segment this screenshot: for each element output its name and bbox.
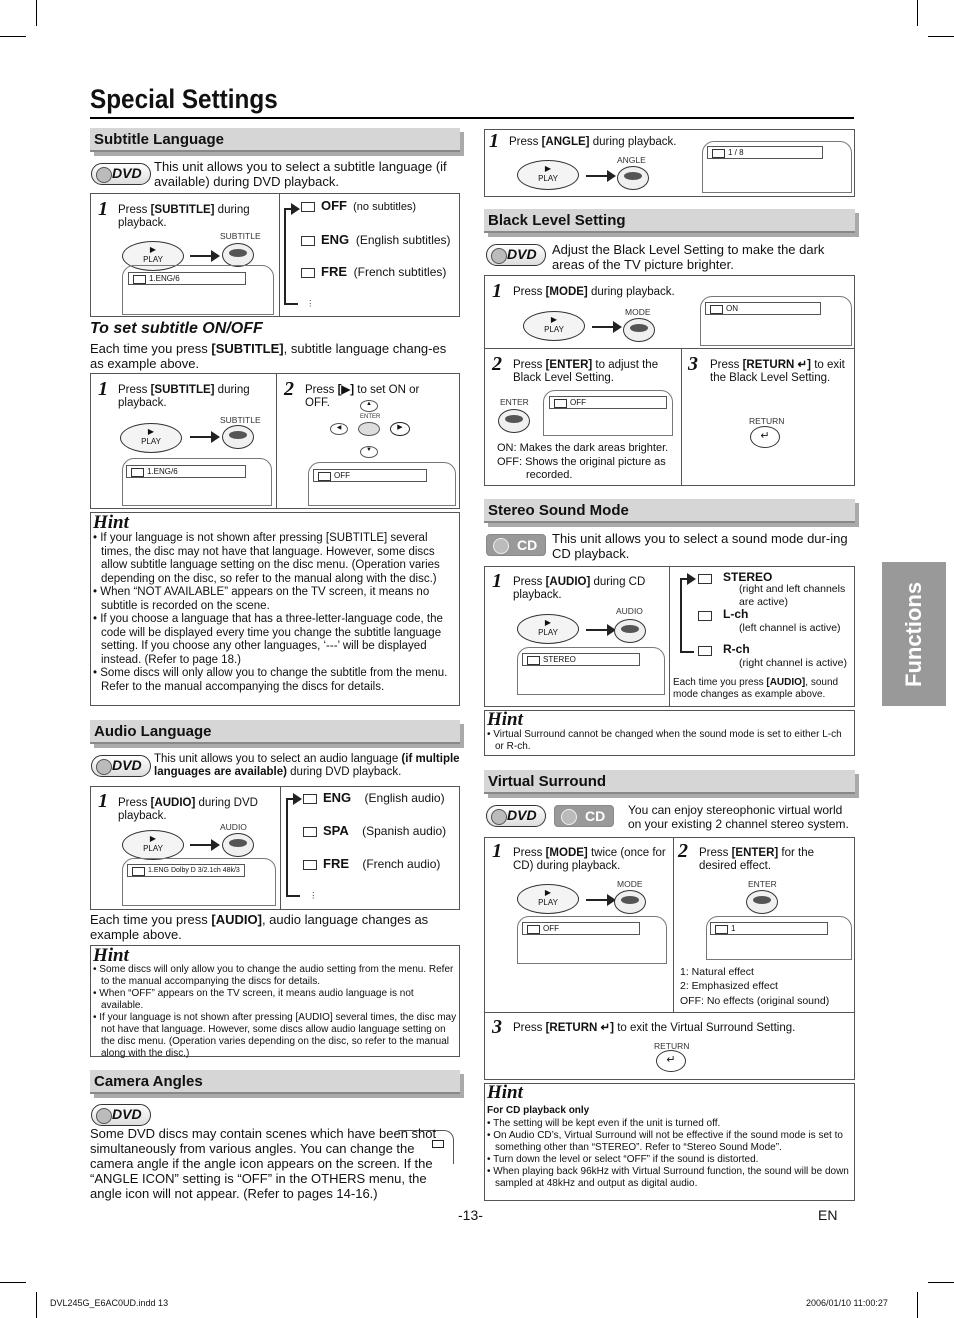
audio-button[interactable]	[222, 833, 254, 857]
cycle-line	[680, 651, 694, 653]
option-row: ENG (English audio)	[323, 790, 445, 805]
cycle-line	[680, 578, 682, 652]
stereo-section-heading: Stereo Sound Mode	[484, 499, 855, 523]
option-row: ENG (English subtitles)	[321, 232, 451, 247]
option-row: OFF (no subtitles)	[321, 198, 417, 213]
option-code: R-ch	[723, 642, 750, 656]
hint-title: Hint	[487, 1082, 523, 1103]
play-button[interactable]: ▶ PLAY	[517, 884, 579, 914]
divider	[276, 373, 277, 509]
hint-item: • When “OFF” appears on the TV screen, it means audio language is not available.	[93, 988, 457, 1012]
step-text: Press [AUDIO] during CD playback.	[513, 576, 646, 601]
arrow-icon	[592, 326, 620, 328]
audio-icon	[303, 860, 317, 870]
subtitle-button[interactable]	[222, 425, 254, 449]
cd-logo: CD	[554, 805, 614, 827]
return-button[interactable]: ↵	[656, 1050, 686, 1072]
onoff-text: Each time you press [SUBTITLE], subtitle language chang-es as example above.	[90, 341, 447, 371]
audio-icon	[698, 611, 712, 621]
right-icon[interactable]: ▶	[390, 422, 410, 436]
step-text: Press [▶] to set ON or OFF.	[305, 384, 420, 409]
subtitle-icon	[301, 236, 315, 246]
hint-item: • Virtual Surround cannot be changed when the sound mode is set to either L-ch or R-ch.	[487, 729, 851, 753]
hint-item: • When playing back 96kHz with Virtual Surround function, the sound will be down sampled at 48kHz and output as digital audio.	[487, 1166, 851, 1190]
subtitle-section-heading: Subtitle Language	[90, 128, 460, 152]
camera-text: Some DVD discs may contain scenes which have been shot simultaneously from various angles. You can change the camera angle if the angle icon appears on the screen. If the “ANGLE ICON” setting is “OFF” in the OTHERS menu, the angle icon will not appear. (Refer to pages 14-16.)	[90, 1126, 437, 1201]
step-text: Press [ANGLE] during playback.	[509, 136, 677, 148]
step-text: Press [SUBTITLE] during playback.	[118, 204, 250, 229]
arrow-icon	[680, 578, 694, 580]
button-label: AUDIO	[616, 606, 643, 616]
osd-display: 1 / 8	[707, 146, 823, 159]
step-number: 3	[492, 1016, 502, 1038]
hint-list	[93, 532, 457, 694]
more-indicator: ⋮	[309, 890, 318, 900]
arrow-icon	[586, 629, 614, 631]
osd-display: 1.ENG/6	[128, 272, 246, 285]
hint-subtitle: For CD playback only	[487, 1105, 590, 1116]
hint-list	[487, 729, 851, 753]
osd-display: 1.ENG Dolby D 3/2.1ch 48k/3	[127, 864, 245, 877]
step-text: Press [MODE] during playback.	[513, 286, 675, 298]
audio-icon	[698, 646, 712, 656]
divider	[484, 348, 855, 349]
hint-list	[93, 964, 457, 1060]
button-label: ENTER	[748, 879, 777, 889]
title-rule	[90, 117, 854, 119]
audio-icon	[303, 827, 317, 837]
up-icon[interactable]: ▲	[360, 400, 378, 412]
crop-mark	[928, 36, 954, 37]
hint-item: • On Audio CD’s, Virtual Surround will not be effective if the sound mode is set to something other than “STEREO”. Refer to “Stereo Sound Mode”.	[487, 1130, 851, 1154]
cycle-line	[284, 303, 298, 305]
cursor-pad[interactable]	[330, 400, 410, 462]
hint-item: • Turn down the level or select “OFF” if the sound is distorted.	[487, 1154, 851, 1166]
option-desc: (right and left channels are active)	[739, 583, 846, 608]
onoff-heading: To set subtitle ON/OFF	[90, 320, 263, 337]
osd-display: 1.ENG/6	[126, 465, 246, 478]
button-label: MODE	[625, 307, 651, 317]
functions-tab-label: Functions	[901, 581, 926, 687]
button-label: AUDIO	[220, 822, 247, 832]
osd-display: OFF	[313, 469, 427, 482]
option-row: SPA (Spanish audio)	[323, 823, 447, 838]
page-title: Special Settings	[90, 84, 278, 114]
audio-icon	[303, 794, 317, 804]
crop-mark	[928, 1282, 954, 1283]
hint-item: • Some discs will only allow you to change the audio setting from the menu. Refer to the manual accompanying the discs for details.	[93, 964, 457, 988]
button-label: SUBTITLE	[220, 415, 261, 425]
osd-display: 1	[710, 922, 828, 935]
audio-intro: This unit allows you to select an audio language (if multiple languages are available) during DVD playback.	[154, 753, 460, 778]
dvd-logo: DVD	[486, 244, 546, 266]
button-label: RETURN	[749, 416, 785, 426]
divider	[280, 786, 281, 910]
step-text: Press [MODE] twice (once for CD) during playback.	[513, 847, 666, 872]
step-number: 1	[492, 840, 502, 862]
step-number: 1	[98, 790, 108, 812]
arrow-icon	[284, 208, 298, 210]
option-code: STEREO	[723, 570, 773, 584]
divider	[669, 566, 670, 707]
arrow-icon	[190, 255, 218, 257]
arrow-icon	[190, 844, 218, 846]
step-number: 1	[98, 198, 108, 220]
hint-item: • If you choose a language that has a three-letter-language code, the code will be displayed every time you change the subtitle language setting. If you choose any other languages, ‘---’ will be displayed instead. (Refer to page 18.)	[93, 613, 457, 667]
dvd-logo: DVD	[91, 163, 151, 185]
step-text: Press [SUBTITLE] during playback.	[118, 384, 250, 409]
divider	[673, 837, 674, 1013]
step-text: Press [RETURN ↵] to exit the Virtual Surround Setting.	[513, 1022, 796, 1034]
subtitle-button[interactable]	[222, 243, 254, 267]
arrow-icon	[586, 899, 614, 901]
surround-section-heading: Virtual Surround	[484, 770, 855, 794]
play-button[interactable]: ▶ PLAY	[122, 241, 184, 271]
hint-list	[487, 1118, 851, 1190]
step-number: 2	[284, 378, 294, 400]
step-text: Press [AUDIO] during DVD playback.	[118, 797, 258, 822]
button-label: RETURN	[654, 1041, 690, 1051]
play-button[interactable]: ▶ PLAY	[523, 311, 585, 341]
effect-item: 1: Natural effect	[680, 966, 754, 978]
return-button[interactable]: ↵	[750, 426, 780, 448]
camera-section-heading: Camera Angles	[90, 1070, 460, 1094]
enter-button[interactable]	[358, 422, 380, 436]
step-number: 2	[678, 840, 688, 862]
osd-display: OFF	[522, 922, 640, 935]
off-note: OFF: Shows the original picture as recorded.	[497, 456, 666, 481]
audio-icon	[698, 574, 712, 584]
step-number: 1	[492, 570, 502, 592]
hint-title: Hint	[93, 945, 129, 966]
crop-mark	[917, 1292, 918, 1318]
left-icon[interactable]: ◀	[330, 423, 348, 435]
divider	[279, 193, 280, 317]
button-label: ENTER	[500, 397, 529, 407]
divider	[484, 1012, 855, 1013]
step-number: 3	[688, 353, 698, 375]
arrow-icon	[286, 798, 300, 800]
step-text: Press [RETURN ↵] to exit the Black Level Setting.	[710, 359, 845, 384]
footer-date: 2006/01/10 11:00:27	[806, 1298, 888, 1308]
step-number: 1	[492, 280, 502, 302]
osd-display: STEREO	[522, 653, 640, 666]
step-number: 1	[489, 130, 499, 152]
subtitle-intro: This unit allows you to select a subtitle language (if available) during DVD playback.	[154, 159, 447, 189]
hint-item: • Some discs will only allow you to change the subtitle from the menu. Refer to the manual accompanying the discs for details.	[93, 667, 457, 694]
effect-item: 2: Emphasized effect	[680, 980, 778, 992]
option-code: L-ch	[723, 607, 749, 621]
subtitle-icon	[301, 202, 315, 212]
play-button[interactable]: ▶ PLAY	[122, 830, 184, 860]
audio-section-heading: Audio Language	[90, 720, 460, 744]
language-label: EN	[818, 1207, 838, 1223]
more-indicator: ⋮	[306, 298, 315, 308]
step-number: 2	[492, 353, 502, 375]
hint-title: Hint	[93, 512, 129, 533]
osd-display: OFF	[549, 396, 667, 409]
step-number: 1	[98, 378, 108, 400]
cd-logo: CD	[486, 534, 546, 556]
crop-mark	[0, 1282, 26, 1283]
down-icon[interactable]: ▼	[360, 446, 378, 458]
hint-item: • The setting will be kept even if the unit is turned off.	[487, 1118, 851, 1130]
hint-item: • If your language is not shown after pressing [AUDIO] several times, the disc may not have that language. However, some discs allow audio language setting on the disc menu. (Operation varies depending on the disc, so refer to the manual along with the disc.)	[93, 1012, 457, 1060]
audio-note: Each time you press [AUDIO], audio language changes as example above.	[90, 912, 429, 942]
divider	[681, 348, 682, 486]
cycle-line	[284, 208, 286, 304]
osd-display: ON	[705, 302, 821, 315]
play-button[interactable]: ▶ PLAY	[517, 160, 579, 190]
hint-item: • If your language is not shown after pressing [SUBTITLE] several times, the disc may not have that language. However, some discs allow subtitle language setting on the disc menu. (Operation varies depending on the disc, so refer to the manual along with the disc.)	[93, 532, 457, 586]
cycle-line	[286, 798, 288, 896]
page-number: -13-	[458, 1207, 483, 1223]
option-row: FRE (French audio)	[323, 856, 441, 871]
button-label: ANGLE	[617, 155, 646, 165]
enter-label: ENTER	[360, 414, 381, 420]
crop-mark	[36, 1292, 37, 1318]
mode-button[interactable]	[614, 890, 646, 914]
enter-button[interactable]	[746, 890, 778, 914]
angle-button[interactable]	[617, 166, 649, 190]
dvd-logo: DVD	[91, 1104, 151, 1126]
subtitle-icon	[301, 268, 315, 278]
stereo-note: Each time you press [AUDIO], sound mode changes as example above.	[673, 677, 839, 700]
hint-item: • When “NOT AVAILABLE” appears on the TV screen, it means no subtitle is recorded on the scene.	[93, 586, 457, 613]
hint-title: Hint	[487, 709, 523, 730]
arrow-icon	[586, 175, 614, 177]
surround-intro: You can enjoy stereophonic virtual world on your existing 2 channel stereo system.	[628, 803, 849, 831]
on-note: ON: Makes the dark areas brighter.	[497, 442, 669, 454]
crop-mark	[917, 0, 918, 26]
enter-button[interactable]	[498, 409, 530, 433]
dvd-logo: DVD	[91, 755, 151, 777]
play-button[interactable]: ▶ PLAY	[517, 614, 579, 644]
cycle-line	[286, 895, 300, 897]
dvd-logo: DVD	[486, 805, 546, 827]
option-row: FRE (French subtitles)	[321, 264, 447, 279]
footer-file: DVL245G_E6AC0UD.indd 13	[50, 1298, 169, 1308]
option-desc: (right channel is active)	[739, 657, 847, 669]
crop-mark	[0, 36, 26, 37]
option-desc: (left channel is active)	[739, 622, 841, 634]
crop-mark	[36, 0, 37, 26]
button-label: MODE	[617, 879, 643, 889]
black-intro: Adjust the Black Level Setting to make the dark areas of the TV picture brighter.	[552, 242, 825, 272]
black-level-section-heading: Black Level Setting	[484, 209, 855, 233]
stereo-intro: This unit allows you to select a sound mode dur-ing CD playback.	[552, 531, 848, 561]
mode-button[interactable]	[623, 318, 655, 342]
button-label: SUBTITLE	[220, 231, 261, 241]
step-text: Press [ENTER] for the desired effect.	[699, 847, 815, 872]
arrow-icon	[190, 436, 218, 438]
play-button[interactable]: ▶ PLAY	[120, 423, 182, 453]
effect-item: OFF: No effects (original sound)	[680, 995, 830, 1007]
step-text: Press [ENTER] to adjust the Black Level Setting.	[513, 359, 659, 384]
audio-button[interactable]	[614, 619, 646, 643]
